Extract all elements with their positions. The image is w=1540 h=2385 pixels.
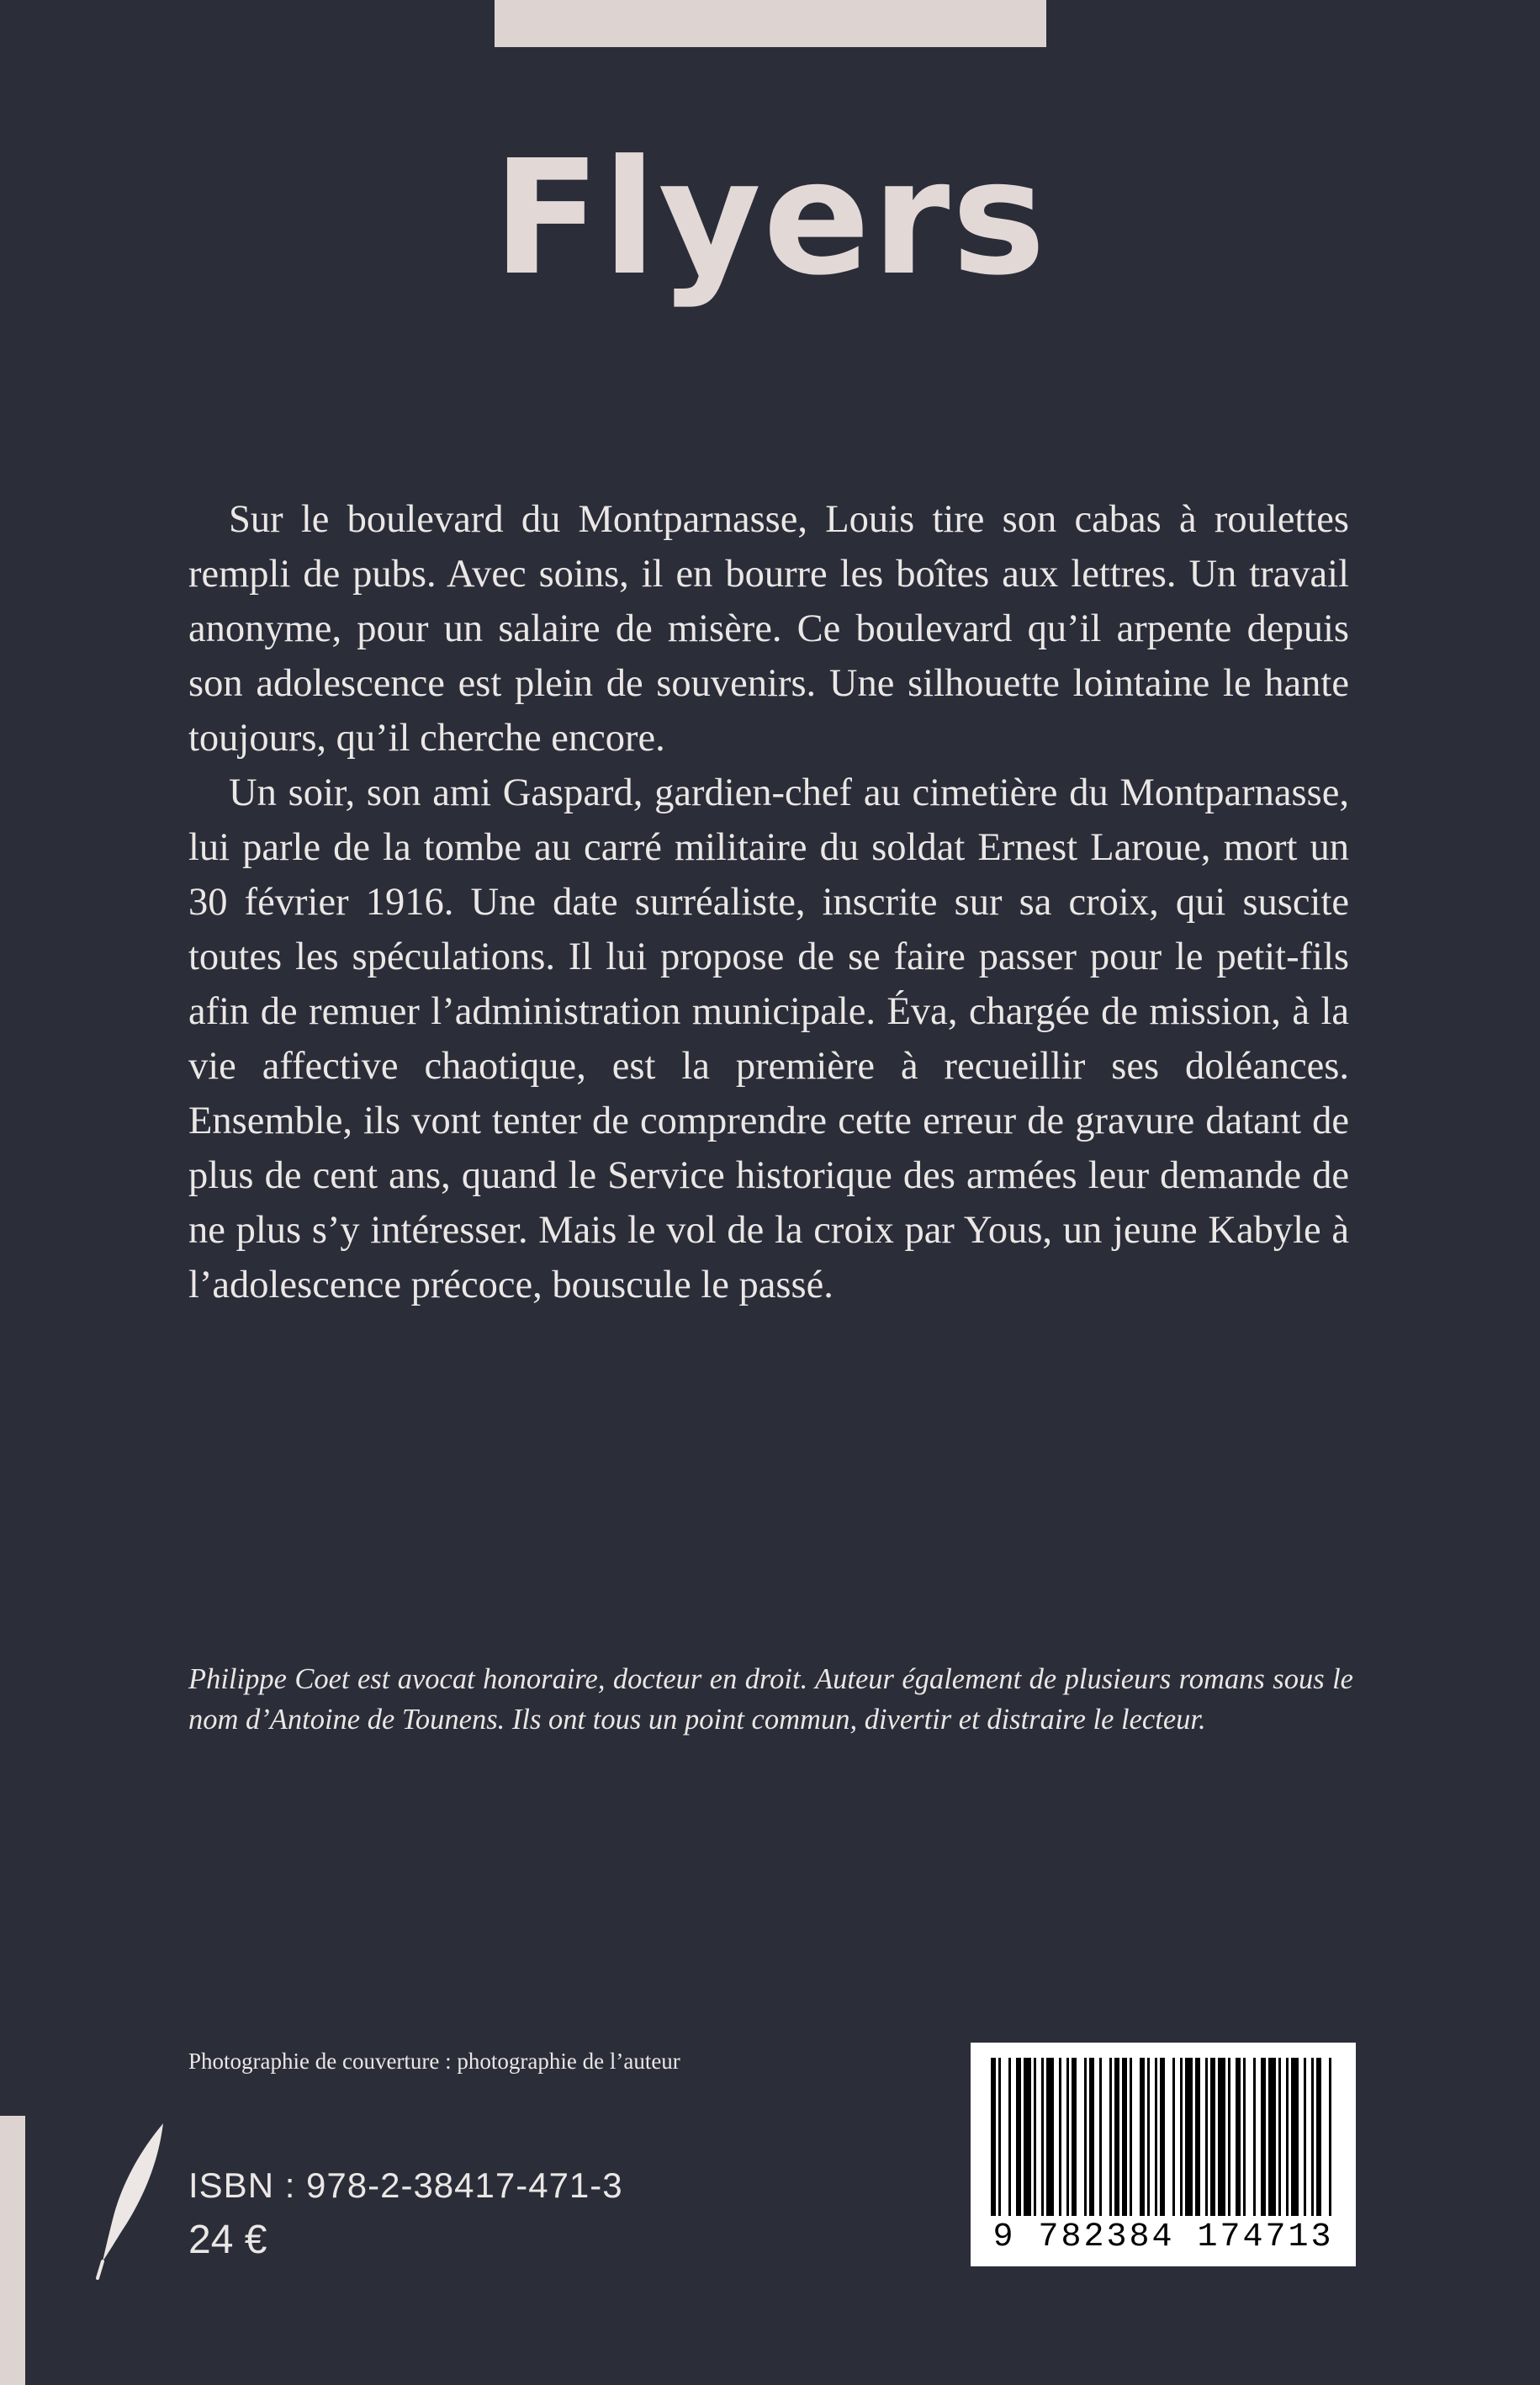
barcode-bar bbox=[1122, 2058, 1127, 2216]
barcode-bar bbox=[1180, 2058, 1183, 2216]
barcode-bar bbox=[1261, 2058, 1266, 2216]
barcode-bar bbox=[1041, 2058, 1044, 2216]
barcode-bar bbox=[1140, 2058, 1145, 2216]
barcode-bar bbox=[1205, 2058, 1208, 2216]
barcode-bar bbox=[1147, 2058, 1150, 2216]
isbn: ISBN : 978-2-38417-471-3 bbox=[188, 2165, 623, 2205]
barcode-bar bbox=[1210, 2058, 1215, 2216]
synopsis-paragraph: Un soir, son ami Gaspard, gardien-chef au cimetière du Montparnasse, lui parle de la tombe au carré militaire du soldat Ernest Laroue, mort un 30 février 1916. Une date surréaliste, inscrite sur sa croix, qui suscite toutes les spéculations. Il lui propose de se faire passer pour le petit-fils afin de remuer l’administration municipale. Éva, chargée de mission, à la vie affective chaotique, est la première à recueillir ses doléances. Ensemble, ils vont tenter de comprendre cette erreur de gravure datant de plus de cent ans, quand le Service historique des armées leur demande de ne plus s’y intéresser. Mais le vol de la croix par Yous, un jeune Kabyle à l’adolescence précoce, bouscule le passé. bbox=[188, 771, 1349, 1306]
top-accent-tab bbox=[495, 0, 1046, 47]
barcode-bar bbox=[1024, 2058, 1031, 2216]
barcode-bar bbox=[1291, 2058, 1299, 2216]
barcode-digits: 9 782384 174713 bbox=[992, 2218, 1334, 2256]
barcode-bar bbox=[1066, 2058, 1069, 2216]
barcode-bar bbox=[1243, 2058, 1246, 2216]
barcode-bar bbox=[1268, 2058, 1276, 2216]
barcode-bar bbox=[1084, 2058, 1087, 2216]
barcode-bar bbox=[1311, 2058, 1314, 2216]
left-accent-strip bbox=[0, 2116, 25, 2385]
synopsis-paragraph: Sur le boulevard du Montparnasse, Louis tire son cabas à roulettes rempli de pubs. Avec soins, il en bourre les boîtes aux lettres. Un travail anonyme, pour un salaire de misère. Ce boulevard qu’il arpente depuis son adolescence est plein de souvenirs. Une silhouette lointaine le hante toujours, qu’il cherche encore. bbox=[188, 498, 1349, 760]
barcode-bar bbox=[1195, 2058, 1200, 2216]
barcode-bar bbox=[1304, 2058, 1306, 2216]
barcode-bar bbox=[1160, 2058, 1165, 2216]
barcode-bar bbox=[1228, 2058, 1230, 2216]
barcode-bar bbox=[1089, 2058, 1094, 2216]
barcode-bar bbox=[1278, 2058, 1281, 2216]
barcode-bar bbox=[1236, 2058, 1241, 2216]
barcode-bar bbox=[1155, 2058, 1157, 2216]
barcode bbox=[971, 2043, 1356, 2266]
barcode-bar bbox=[1034, 2058, 1036, 2216]
barcode-bar bbox=[1218, 2058, 1225, 2216]
synopsis bbox=[188, 492, 1349, 1312]
barcode-bar bbox=[1329, 2058, 1331, 2216]
feather-icon bbox=[94, 2120, 170, 2280]
barcode-bar bbox=[998, 2058, 1001, 2216]
barcode-bar bbox=[1016, 2058, 1021, 2216]
barcode-bar bbox=[1059, 2058, 1061, 2216]
barcode-bar bbox=[1130, 2058, 1132, 2216]
barcode-bar bbox=[1008, 2058, 1011, 2216]
barcode-bar bbox=[1114, 2058, 1119, 2216]
book-title: Flyers bbox=[492, 126, 1048, 310]
barcode-bar bbox=[1172, 2058, 1175, 2216]
author-bio: Philippe Coet est avocat honoraire, docteur en droit. Auteur également de plusieurs romans sous le nom d’Antoine de Tounens. Ils ont tous un point commun, divertir et distraire le lecteur. bbox=[188, 1663, 1353, 1736]
barcode-bar bbox=[1253, 2058, 1256, 2216]
barcode-bar bbox=[991, 2058, 996, 2216]
barcode-bar bbox=[1286, 2058, 1289, 2216]
barcode-bar bbox=[1072, 2058, 1077, 2216]
barcode-bar bbox=[1185, 2058, 1193, 2216]
barcode-bar bbox=[1046, 2058, 1054, 2216]
barcode-bar bbox=[1316, 2058, 1321, 2216]
barcode-bar bbox=[1109, 2058, 1112, 2216]
barcode-bar bbox=[1099, 2058, 1102, 2216]
price: 24 € bbox=[188, 2218, 267, 2262]
photo-credit: Photographie de couverture : photographie de l’auteur bbox=[188, 2048, 680, 2074]
